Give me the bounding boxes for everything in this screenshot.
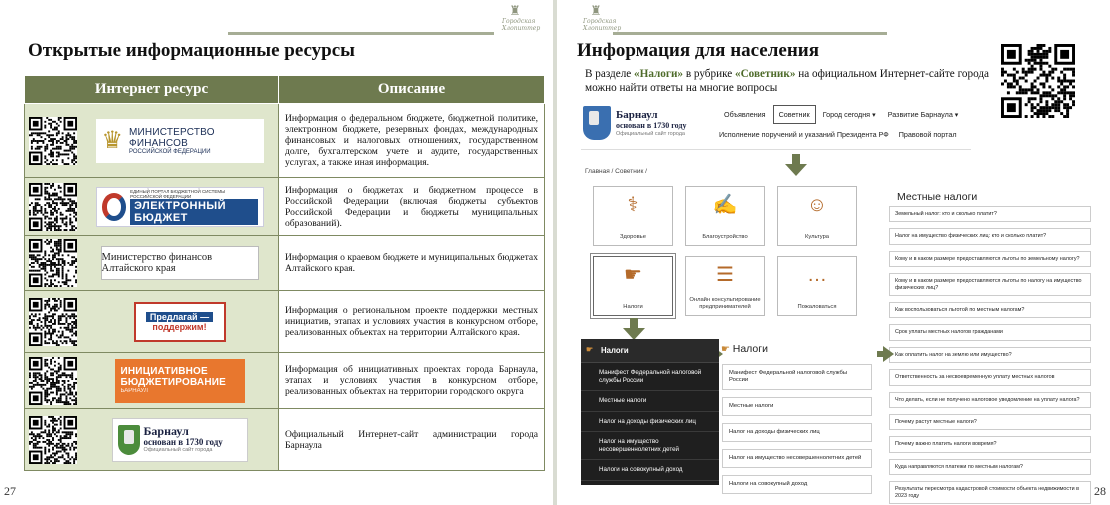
logo-text: ЭЛЕКТРОННЫЙ БЮДЖЕТ [130, 199, 257, 225]
predlagai-logo[interactable] [134, 302, 226, 342]
crest-icon: ♜ [590, 3, 602, 18]
theater-masks-icon: ☺ [806, 194, 828, 216]
qr-code-icon[interactable] [29, 416, 77, 464]
qr-code-icon[interactable] [29, 117, 77, 165]
tile-label: Здоровье [620, 233, 646, 240]
header-rule [228, 32, 494, 35]
menu-item[interactable]: Налог на доходы физических лиц [581, 412, 719, 433]
advisor-tiles [593, 186, 855, 316]
logo-text: Барнаул [143, 424, 189, 438]
electronic-budget-logo[interactable] [96, 187, 264, 227]
tile-label: Культура [804, 233, 830, 240]
list-item[interactable]: Налог на доходы физических лиц [722, 423, 872, 442]
list-item[interactable]: Налог на имущество несовершеннолетних детей [722, 449, 872, 468]
tile-health[interactable] [593, 186, 673, 246]
logo-text: МИНИСТЕРСТВО ФИНАНСОВ [129, 126, 215, 149]
list-item[interactable]: Срок уплаты местных налогов гражданами [889, 324, 1091, 340]
tile-consulting[interactable] [685, 256, 765, 316]
list-item[interactable]: Местные налоги [722, 397, 872, 416]
barnaul-site-logo[interactable] [112, 418, 248, 462]
qr-code-icon[interactable] [29, 298, 77, 346]
qr-code-icon[interactable] [29, 239, 77, 287]
list-item[interactable]: Кому и в каком размере предоставляются льготы по налогу на имущество физических лиц? [889, 273, 1091, 296]
header-description: Описание [279, 76, 545, 104]
list-item[interactable]: Почему растут местные налоги? [889, 414, 1091, 430]
city-emblem [502, 3, 541, 40]
nav-item-legal-portal[interactable]: Правовой портал [898, 130, 957, 139]
qr-code-icon[interactable] [29, 357, 77, 405]
page-title: Открытые информационные ресурсы [28, 40, 355, 61]
list-item[interactable]: Ответственность за несвоевременную уплату местных налогов [889, 369, 1091, 385]
resource-cell [25, 409, 279, 471]
arrow-right-icon [883, 346, 894, 362]
intro-part: В разделе [585, 68, 635, 80]
logo-subtext: РОССИЙСКОЙ ФЕДЕРАЦИИ [129, 148, 211, 155]
initiative-budgeting-logo[interactable] [115, 359, 245, 403]
eagle-emblem-icon: ♛ [101, 127, 124, 154]
logo-subtext: ЕДИНЫЙ ПОРТАЛ БЮДЖЕТНОЙ СИСТЕМЫ РОССИЙСКОЙ ФЕДЕРАЦИИ [130, 188, 226, 199]
logo-subtext: основан в 1730 году [143, 437, 223, 447]
intro-part: на официальном Интернет-сайте города можно найти ответы на многие вопросы [585, 68, 989, 94]
chat-bubble-icon: … [807, 264, 827, 286]
intro-section-name: «Налоги» [634, 68, 684, 80]
website-screenshot [581, 100, 1091, 499]
emblem-text: Городская Хлопиттер [502, 18, 541, 32]
resource-cell [25, 104, 279, 178]
nav-item-development[interactable]: Развитие Барнаула ▾ [887, 110, 959, 119]
coat-of-arms-icon [583, 106, 611, 140]
emblem-text: Городская Хлопиттер [583, 18, 622, 32]
local-taxes-list [889, 206, 1091, 505]
list-item[interactable]: Что делать, если не получено налоговое уведомление на уплату налога? [889, 392, 1091, 408]
logo-subtext: поддержим! [152, 321, 207, 332]
intro-part: в рубрике [683, 68, 735, 80]
tile-label: Благоустройство [702, 233, 748, 240]
tile-label: Пожаловаться [797, 303, 837, 310]
resource-cell [25, 178, 279, 236]
qr-code-icon[interactable] [29, 183, 77, 231]
nav-item-city-today[interactable]: Город сегодня ▾ [822, 110, 876, 119]
table-row [25, 104, 545, 178]
list-item[interactable]: Кому и в каком размере предоставляются льготы по земельному налогу? [889, 251, 1091, 267]
list-item[interactable]: Налог на имущество физических лиц: кто и сколько платит? [889, 228, 1091, 244]
list-item[interactable]: Результаты пересмотра кадастровой стоимости объекта недвижимости в 2023 году [889, 481, 1091, 504]
site-logo-title: Барнаул [616, 108, 658, 121]
arrow-down-icon [785, 164, 807, 176]
taxes-section-title: ☛ Налоги [721, 343, 768, 355]
taxes-side-menu [581, 339, 719, 485]
description-cell: Информация о региональном проекте поддержки местных инициатив, этапах и условиях участия в конкурсном отборе, реализованных объектах на территории Алтайского края. [279, 291, 545, 353]
header-rule [613, 32, 887, 35]
list-item[interactable]: Земельный налог: кто и сколько платит? [889, 206, 1091, 222]
menu-item[interactable]: Местные налоги [581, 391, 719, 412]
coat-of-arms-icon [118, 425, 140, 455]
page-27 [0, 0, 553, 505]
city-emblem [583, 3, 622, 40]
tile-taxes[interactable] [593, 256, 673, 316]
page-28 [557, 0, 1110, 505]
health-icon: ⚕ [627, 194, 639, 216]
eb-ring-icon [102, 193, 127, 221]
menu-item[interactable]: Налоги на совокупный доход [581, 460, 719, 481]
description-cell: Официальный Интернет-сайт администрации города Барнаула [279, 409, 545, 471]
logo-text: ИНИЦИАТИВНОЕ [120, 366, 208, 377]
menu-item[interactable]: Манифест Федеральной налоговой службы России [581, 363, 719, 391]
menu-item[interactable]: Налог на имущество несовершеннолетних детей [581, 432, 719, 460]
presentation-icon: ☰ [716, 264, 734, 286]
list-item[interactable]: Налоги на совокупный доход [722, 475, 872, 494]
logo-subtext: БАРНАУЛ [120, 388, 148, 394]
page-number: 28 [1094, 484, 1106, 498]
logo-caption: Официальный сайт города [143, 447, 213, 453]
tile-complain[interactable] [777, 256, 857, 316]
menu-head-taxes[interactable]: ☛ Налоги [581, 339, 719, 363]
intro-text [585, 67, 995, 95]
nav-item-advisor[interactable]: Советник [773, 105, 816, 124]
site-logo-subtitle: основан в 1730 году [616, 120, 687, 130]
site-nav [719, 105, 963, 124]
resource-cell [25, 353, 279, 409]
site-logo-caption: Официальный сайт города [616, 130, 685, 137]
minfin-rf-logo[interactable] [96, 119, 264, 163]
tile-label: Налоги [623, 303, 643, 310]
site-logo[interactable] [583, 106, 686, 140]
table-row [25, 353, 545, 409]
page-title: Информация для населения [577, 40, 819, 61]
table-header-row [25, 76, 545, 104]
tile-culture[interactable] [777, 186, 857, 246]
tile-label: Онлайн консультирование предпринимателей [689, 297, 761, 310]
logo-text-2: БЮДЖЕТИРОВАНИЕ [120, 377, 227, 388]
minfin-altai-logo[interactable]: Министерство финансов Алтайского края [101, 246, 259, 280]
description-cell: Информация о бюджетах и бюджетном процессе в Российской Федерации (включая бюджеты субъектов Российской Федерации и бюджеты муниципальных образований). [279, 178, 545, 236]
site-header [581, 100, 971, 150]
list-item[interactable]: Манифест Федеральной налоговой службы России [722, 364, 872, 390]
breadcrumb[interactable]: Главная / Советник / [585, 168, 647, 175]
resource-cell [25, 291, 279, 353]
table-row [25, 236, 545, 291]
logo-text: Предлагай — [146, 312, 213, 322]
taxes-hand-icon: ☛ [624, 264, 642, 286]
page-number: 27 [4, 484, 16, 498]
description-cell: Информация об инициативных проектах города Барнаула, этапах и условиях участия в конкурсном отборе, реализованных объектах на территории городского округа [279, 353, 545, 409]
crest-icon: ♜ [509, 3, 521, 18]
nav-item-announcements[interactable]: Объявления [724, 110, 766, 119]
table-row [25, 291, 545, 353]
tile-improvement[interactable] [685, 186, 765, 246]
description-cell: Информация о федеральном бюджете, бюджетной политике, электронном бюджете, резервных фондах, международных финансовых и налоговых отношениях, государственном долге, бухгалтерском учете и аудите, государственных услугах, а также иная информация. [279, 104, 545, 178]
intro-rubric-name: «Советник» [735, 68, 796, 80]
header-resource: Интернет ресурс [25, 76, 279, 104]
list-item[interactable]: Как воспользоваться льготой по местным налогам? [889, 302, 1091, 318]
list-item[interactable]: Куда направляются платежи по местным налогам? [889, 459, 1091, 475]
list-item[interactable]: Как оплатить налог на землю или имущество? [889, 347, 1091, 363]
nav-item-president-orders[interactable]: Исполнение поручений и указаний Президента РФ [719, 130, 889, 139]
resources-table [24, 75, 545, 471]
list-item[interactable]: Почему важно платить налоги вовремя? [889, 436, 1091, 452]
resource-cell [25, 236, 279, 291]
local-taxes-title: Местные налоги [897, 191, 978, 203]
taxes-section-list [722, 364, 872, 501]
table-row [25, 178, 545, 236]
site-nav-secondary [719, 130, 957, 139]
improvement-icon: ✍ [712, 194, 738, 216]
table-row [25, 409, 545, 471]
description-cell: Информация о краевом бюджете и муниципальных бюджетах Алтайского края. [279, 236, 545, 291]
